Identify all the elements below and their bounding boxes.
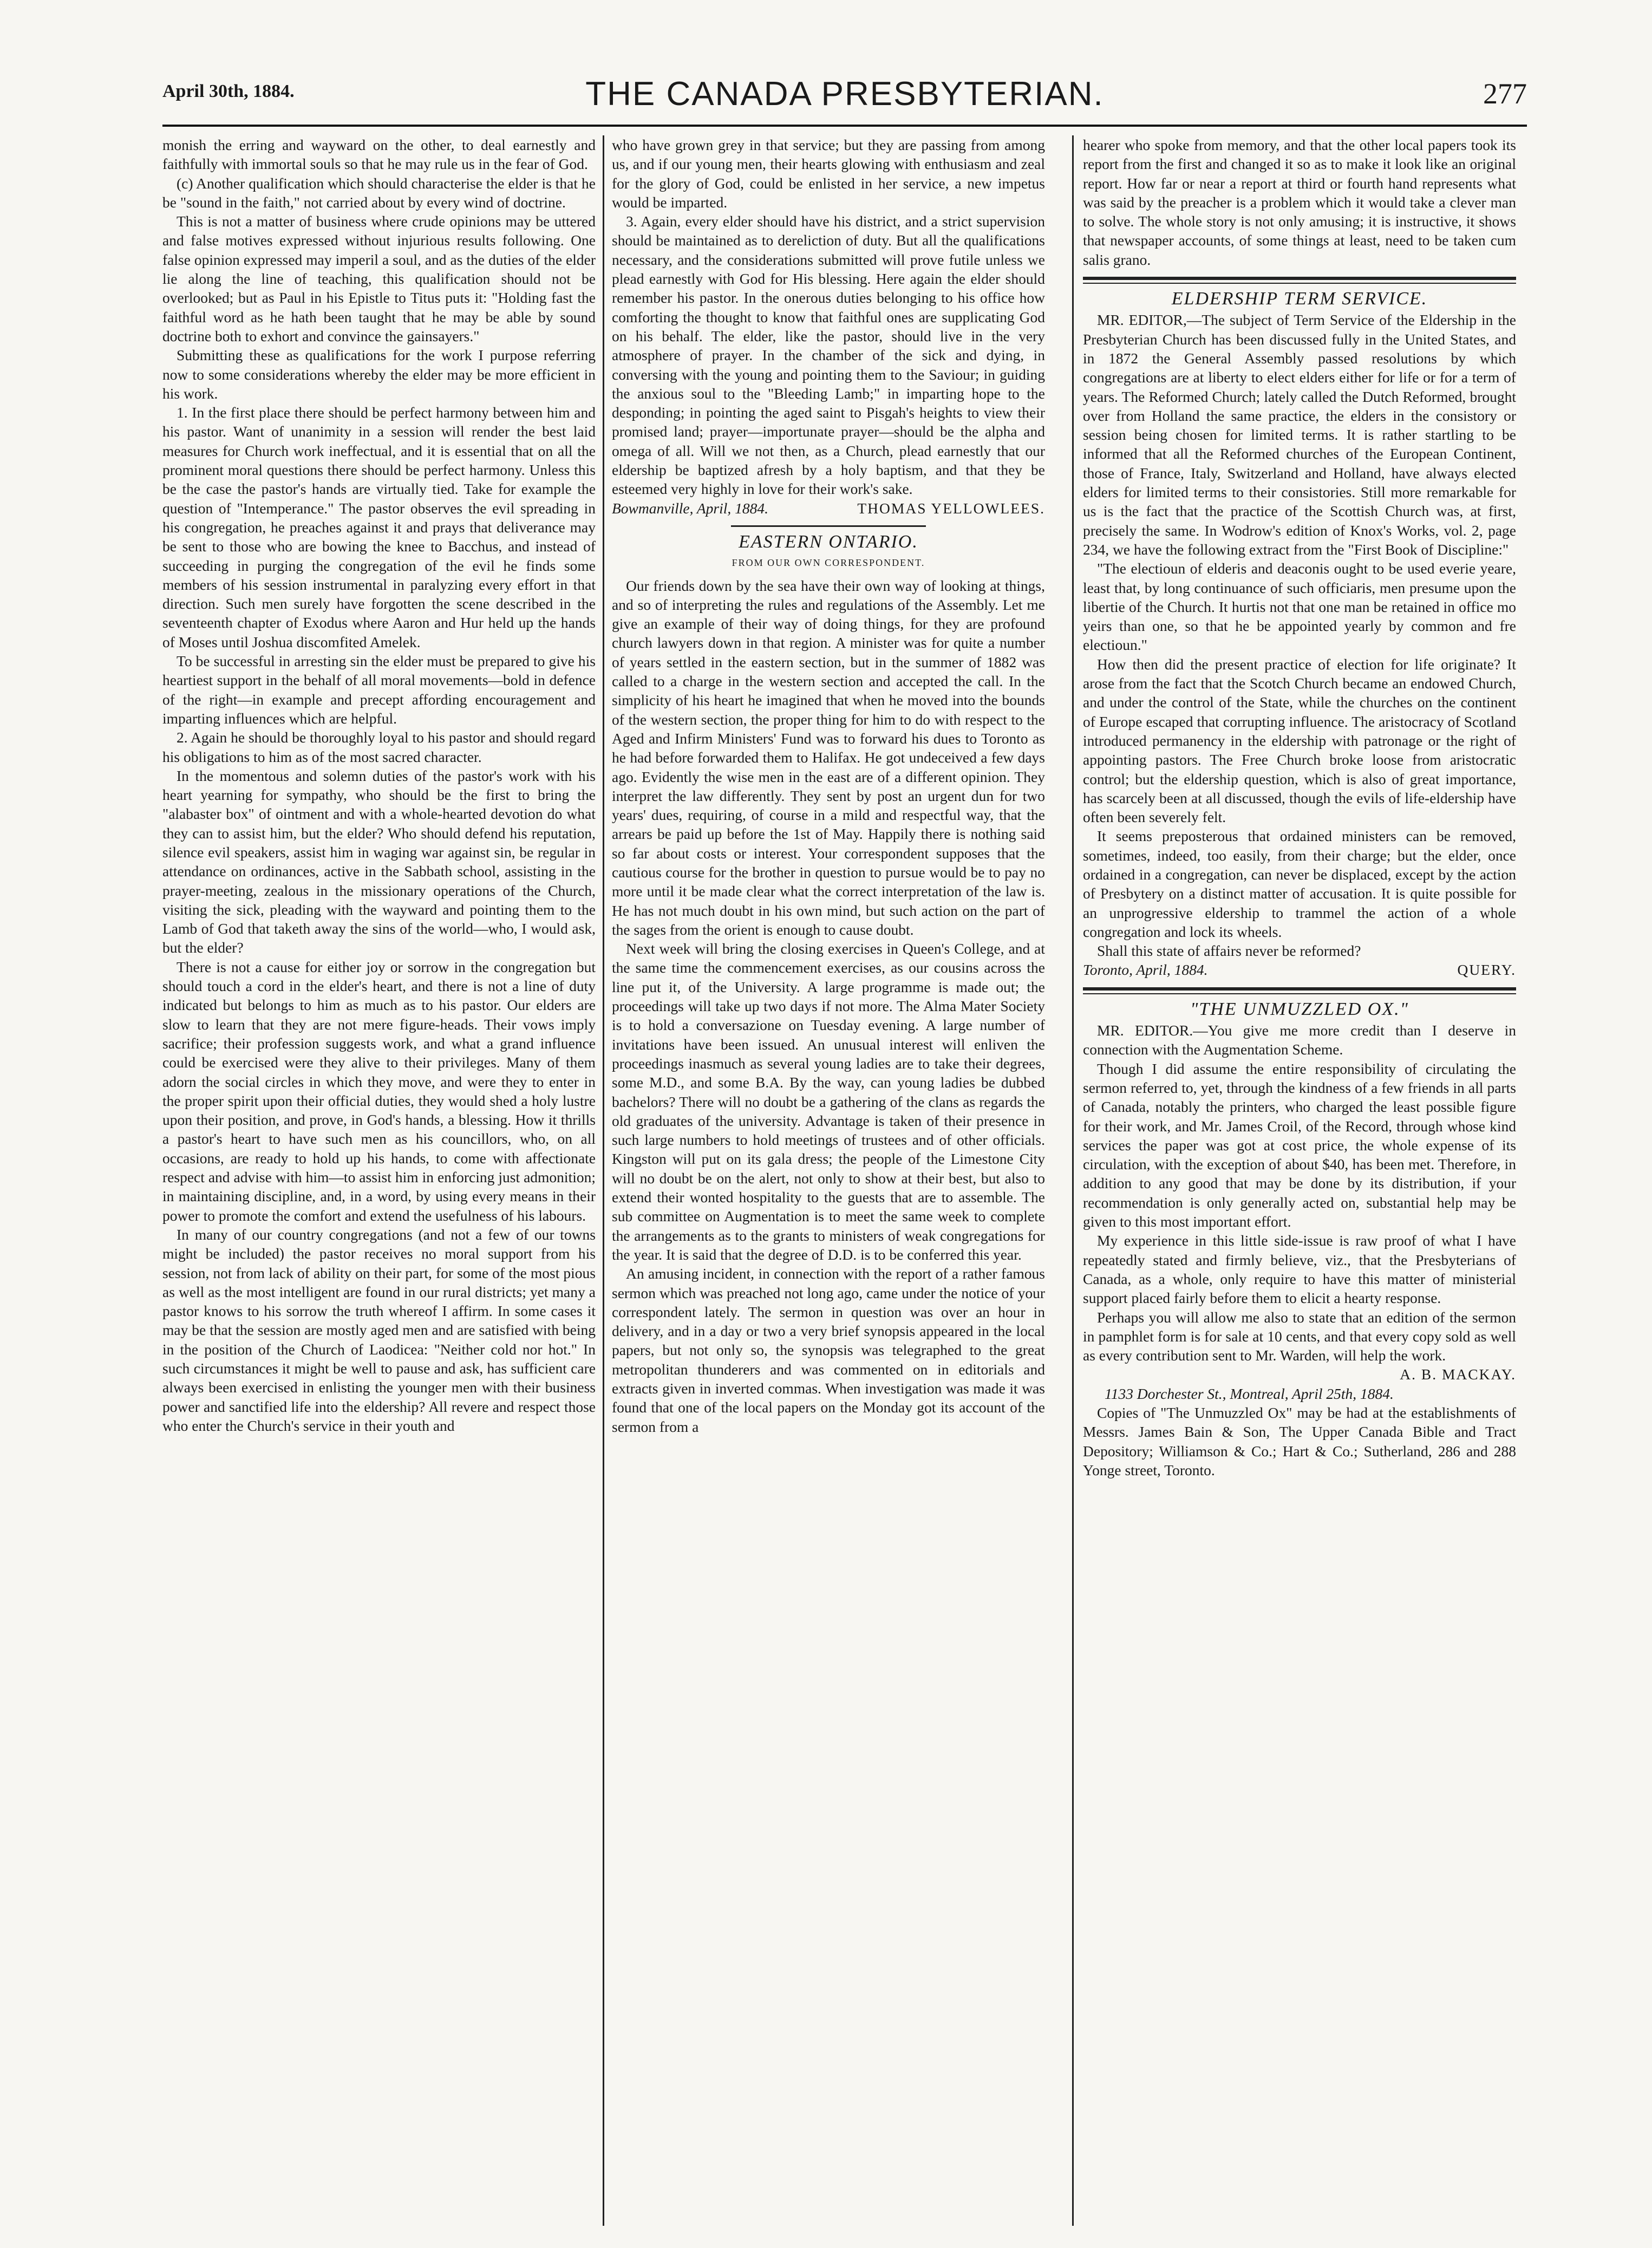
page-number: 277 xyxy=(1483,77,1527,110)
column-rule xyxy=(1072,135,1074,2226)
column-2 xyxy=(612,135,1045,1436)
paragraph: 3. Again, every elder should have his district, and a strict supervision should be maintained as to dereliction of duty. But all the qualifications necessary, and the considerations submitted will prove futile unless we plead earnestly with God for His blessing. Here again the elder should remember his pastor. In the onerous duties belonging to his office how comforting the thought to know that faithful ones are supplicating God on his behalf. The elder, like the pastor, should live in the very atmosphere of prayer. In the chamber of the sick and dying, in conversing with the young and pointing them to the Saviour; in guiding the anxious soul to the "Bleeding Lamb;" in imparting hope to the desponding; in pointing the aged saint to Pisgah's heights to view their promised land; prayer—importunate prayer—should be the alpha and omega of all. Will we not then, as a Church, plead earnestly that our eldership be baptized afresh by a holy baptism, and that they be esteemed very highly in love for their work's sake. xyxy=(612,213,1045,498)
paragraph: Submitting these as qualifications for the work I purpose referring now to some considerations whereby the elder may be more efficient in his work. xyxy=(162,347,596,402)
paragraph: MR. EDITOR.—You give me more credit than I deserve in connection with the Augmentation Scheme. xyxy=(1083,1022,1516,1058)
paragraph: To be successful in arresting sin the elder must be prepared to give his heartiest support in the behalf of all moral movements—bold in defence of the right—in example and precept affording encouragement and imparting influences which are helpful. xyxy=(162,653,596,727)
paragraph: It seems preposterous that ordained ministers can be removed, sometimes, indeed, too easily, from their charge; but the elder, once ordained in a congregation, can never be displaced, except by the action of Presbytery on a distinct matter of accusation. It is quite possible for an unprogressive eldership to trammel the action of a whole congregation and lock its wheels. xyxy=(1083,827,1516,940)
section-separator xyxy=(1083,987,1516,994)
signature-line xyxy=(1083,960,1516,979)
paragraph: who have grown grey in that service; but they are passing from among us, and if our young men, their hearts glowing with enthusiasm and zeal for the glory of God, could be enlisted in her service, a new impetus would be imparted. xyxy=(612,136,1045,211)
paragraph: My experience in this little side-issue is raw proof of what I have repeatedly stated and firmly believe, viz., that the Presbyterians of Canada, as a whole, only require to have this matter of ministerial support placed fairly before them to elicit a hearty response. xyxy=(1083,1232,1516,1307)
paragraph: MR. EDITOR,—The subject of Term Service of the Eldership in the Presbyterian Church has been discussed fully in the United States, and in 1872 the General Assembly passed resolutions by which congregations are at liberty to elect elders either for life or for a term of years. The Reformed Church; lately called the Dutch Reformed, brought over from Holland the same practice, the elders in the consistory or session being chosen for limited terms. It is rather startling to be informed that all the Reformed churches of the European Continent, those of France, Italy, Switzerland and Holland, have always elected elders for limited terms to their consistories. Still more remarkable for us is the fact that the practice of the Scottish Church was, at first, precisely the same. In Wodrow's edition of Knox's Works, vol. 2, page 234, we have the following extract from the "First Book of Discipline:" xyxy=(1083,311,1516,558)
paragraph: hearer who spoke from memory, and that the other local papers took its report from the first and changed it so as to make it look like an original report. How far or near a report at third or fourth hand represents what was said by the preacher is a problem which it would take a clever man to solve. The whole story is not only amusing; it is instructive, it shows that newspaper accounts, of some things at least, need to be taken cum salis grano. xyxy=(1083,136,1516,268)
paragraph: monish the erring and wayward on the other, to deal earnestly and faithfully with immortal souls so that he may rule us in the fear of God. xyxy=(162,136,596,173)
paragraph: How then did the present practice of election for life originate? It arose from the fact that the Scotch Church became an endowed Church, and under the control of the State, while the churches on the continent of Europe escaped that corrupting influence. The aristocracy of Scotland introduced permanency in the eldership with patronage or the right of appointing pastors. The Free Church broke loose from aristocratic control; but the eldership question, which is also of great importance, has scarcely been at all discussed, though the evils of life-eldership have often been severely felt. xyxy=(1083,655,1516,826)
paragraph: In the momentous and solemn duties of the pastor's work with his heart yearning for sympathy, who should be the first to bring the "alabaster box" of ointment and with a whole-hearted devotion do what they can to assist him, but the elder? Who should defend his reputation, silence evil speakers, assist him in waging war against sin, be regular in attendance on ordinances, active in the Sabbath school, assisting in the prayer-meeting, zealous in the missionary operations of the Church, visiting the sick, pleading with the wayward and pointing them to the Lamb of God that taketh away the sins of the world—who, I would ask, but the elder? xyxy=(162,767,596,956)
paragraph: Though I did assume the entire responsibility of circulating the sermon referred to, yet, through the kindness of a few friends in all parts of Canada, notably the printers, who charged the least possible figure for their work, and Mr. James Croil, of the Record, through whose kind services the paper was got at cost price, the whole expense of its circulation, with the exception of about $40, has been met. Therefore, in addition to any good that may be done by its distribution, if your recommendation is only generally acted on, substantial help may be given to this most important effort. xyxy=(1083,1060,1516,1230)
section-subheading: FROM OUR OWN CORRESPONDENT. xyxy=(732,557,925,569)
column-3 xyxy=(1083,135,1516,1480)
section-heading: EASTERN ONTARIO. xyxy=(739,531,918,552)
masthead-title: THE CANADA PRESBYTERIAN. xyxy=(585,75,1104,113)
paragraph: This is not a matter of business where crude opinions may be uttered and false motives expressed without injurious results following. One false opinion expressed may imperil a soul, and as the duties of the elder lie along the line of teaching, this qualification should not be overlooked; but as Paul in his Epistle to Titus puts it: "Holding fast the faithful word as he hath been taught that he may be able by sound doctrine both to exhort and convince the gainsayers." xyxy=(162,213,596,344)
issue-date: April 30th, 1884. xyxy=(162,81,295,101)
signature-address: 1133 Dorchester St., Montreal, April 25th, 1884. xyxy=(1105,1385,1394,1402)
paragraph: 2. Again he should be thoroughly loyal to his pastor and should regard his obligations to him as of the most sacred character. xyxy=(162,729,596,765)
section-heading: "THE UNMUZZLED OX." xyxy=(1190,999,1409,1019)
paragraph: 1. In the first place there should be perfect harmony between him and his pastor. Want of unanimity in a session will render the best laid measures for Church work ineffectual, and it is essential that on all the prominent moral questions there should be perfect harmony. Unless this be the case the pastor's hands are virtually tied. Take for example the question of "Intemperance." The pastor observes the evil spreading in his congregation, he preaches against it and prays that deliverance may be sent to those who are bowing the knee to Bacchus, and instead of succeeding in purging the congregation of the evil he finds some members of his session instrumental in paralyzing every effort in that direction. Such men surely have forgotten the scene described in the seventeenth chapter of Exodus where Aaron and Hur held up the hands of Moses until Joshua discomfited Amelek. xyxy=(162,404,596,650)
signature-line xyxy=(612,499,1045,518)
page-header xyxy=(162,65,1527,127)
paragraph: An amusing incident, in connection with the report of a rather famous sermon which was preached not long ago, came under the notice of your correspondent lately. The sermon in question was over an hour in delivery, and in a day or two a very brief synopsis appeared in the local papers, but not only so, the synopsis was telegraphed to the great metropolitan thunderers and was commented on in editorials and extracts given in inverted commas. When investigation was made it was found that one of the local papers on the Monday got its account of the sermon from a xyxy=(612,1265,1045,1435)
separator-bar xyxy=(1083,283,1516,284)
paragraph: There is not a cause for either joy or sorrow in the congregation but should touch a cord in the elder's heart, and there is not a line of duty indicated but belongs to him as much as to his pastor. Our elders are slow to learn that they are not mere figure-heads. Their vows imply sacrifice; their profession suggests work, and what a grand influence could be exercised were they alive to their privileges. Many of them adorn the social circles in which they move, and were they to enter in the proper spirit upon their official duties, they would shed a holy lustre upon their position, and prove, in God's hands, a blessing. How it thrills a pastor's heart to have such men as his councillors, who, on all occasions, are ready to hold up his hands, to come with affectionate respect and advise with him—to assist him in enforcing just admonition; in maintaining discipline, and, in a word, by using every means in their power to promote the comfort and extend the usefulness of his labours. xyxy=(162,958,596,1224)
paragraph: "The electioun of elderis and deaconis ought to be used everie yeare, least that, by long continuance of such officiaris, men presume upon the libertie of the Church. It hurtis not that one man be retained in office mo yeirs than one, so that he be appointed yearly by common and fre electioun." xyxy=(1083,560,1516,654)
paragraph: Shall this state of affairs never be reformed? xyxy=(1097,942,1361,960)
signature-name: QUERY. xyxy=(1457,961,1516,979)
paragraph: Copies of "The Unmuzzled Ox" may be had at the establishments of Messrs. James Bain & Son, The Upper Canada Bible and Tract Depository; Williamson & Co.; Hart & Co.; Sutherland, 286 and 288 Yonge street, Toronto. xyxy=(1083,1404,1516,1478)
paragraph: Our friends down by the sea have their own way of looking at things, and so of interpreting the rules and regulations of the Assembly. Let me give an example of their way of doing things, for they are profound church lawyers down in that region. A minister was for quite a number of years settled in the eastern section, but in the summer of 1882 was called to a charge in the western section and accepted the call. In the simplicity of his heart he imagined that when he moved into the bounds of the western section, the proper thing for him to do with respect to the Aged and Infirm Ministers' Fund was to forward his dues to Toronto as he had before forwarded them to Halifax. He got undeceived a few days ago. Evidently the wise men in the east are of a different opinion. They interpret the law differently. They sent by post an urgent dun for two years' dues, requiring, of course in a mild and respectful way, that the arrears be paid up before the 1st of May. Happily there is nothing said so far about costs or interest. Your correspondent supposes that the cautious course for the brother in question to pursue would be to pay no more until it be made clear what the correct interpretation of the law is. He has not much doubt in his own mind, but such action on the part of the sages from the orient is enough to cause doubt. xyxy=(612,577,1045,938)
paragraph: (c) Another qualification which should characterise the elder is that he be "sound in the faith," not carried about by every wind of doctrine. xyxy=(162,174,596,211)
separator-bar xyxy=(1083,993,1516,994)
paragraph: Perhaps you will allow me also to state that an edition of the sermon in pamphlet form is for sale at 10 cents, and that every copy sold as well as every contribution sent to Mr. Warden, will help the work. xyxy=(1083,1308,1516,1364)
separator-bar xyxy=(1083,987,1516,991)
signature-place: Bowmanville, April, 1884. xyxy=(612,499,768,517)
section-separator xyxy=(1083,277,1516,284)
column-rule xyxy=(603,135,604,2226)
separator-bar xyxy=(1083,277,1516,280)
signature-name: THOMAS YELLOWLEES. xyxy=(857,499,1045,517)
separator-bar xyxy=(731,525,926,527)
section-heading: ELDERSHIP TERM SERVICE. xyxy=(1171,289,1428,309)
signature-name: A. B. MACKAY. xyxy=(1400,1366,1516,1383)
section-separator xyxy=(612,525,1045,527)
paragraph: In many of our country congregations (and not a few of our towns might be included) the pastor receives no moral support from his session, not from lack of ability on their part, for some of the most pious as well as the most intelligent are found in our rural districts; yet many a pastor knows to his sorrow the truth whereof I affirm. In some cases it may be that the session are mostly aged men and are satisfied with being in the position of the Church of Laodicea: "Neither cold nor hot." In such circumstances it might be well to pause and ask, has sufficient care always been exercised in enlisting the younger men with their business power and sanctified life into the eldership? All revere and respect those who enter the Church's service in their youth and xyxy=(162,1226,596,1434)
paragraph: Next week will bring the closing exercises in Queen's College, and at the same time the commencement exercises, as our cousins across the line put it, of the University. A large programme is made out; the proceedings will take up two days if not more. The Alma Mater Society is to hold a conversazione on Tuesday evening. A large number of invitations have been issued. An unusual interest will enliven the proceedings inasmuch as several young ladies are to take their degrees, some M.D., and some B.A. By the way, can young ladies be dubbed bachelors? There will no doubt be a gathering of the clans as regards the old graduates of the university. Advantage is taken of their presence in such large numbers to hold meetings of trustees and of other officials. Kingston will put on its gala dress; the people of the Limestone City will no doubt be on the alert, not only to show at their best, but also to extend their wonted hospitality to the guests that are to assemble. The sub committee on Augmentation is to meet the same week to complete the arrangements as to the grants to ministers of weak congregations for the year. It is said that the degree of D.D. is to be conferred this year. xyxy=(612,940,1045,1263)
column-1 xyxy=(162,135,596,1435)
signature-place: Toronto, April, 1884. xyxy=(1083,961,1208,979)
